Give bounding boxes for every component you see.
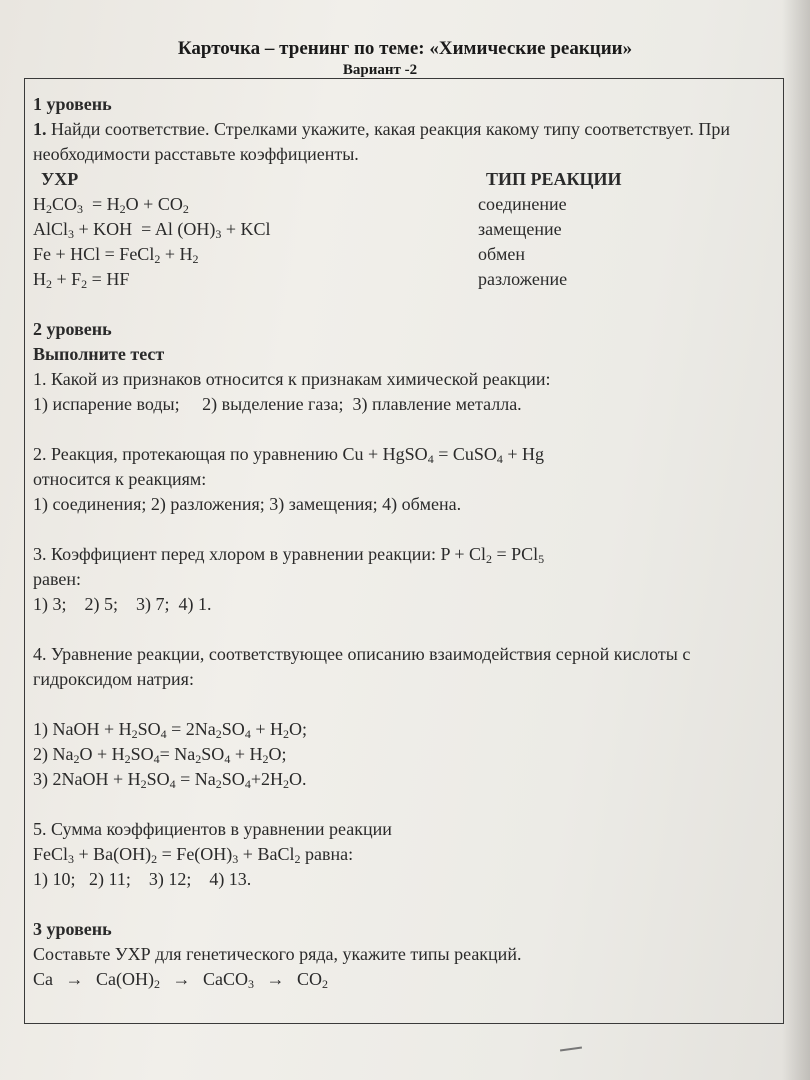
match-row-2 — [33, 217, 768, 242]
level1-task-text: Найди соответствие. Стрелками укажите, какая реакция какому типу соответствует. При необходимости расставьте коэффициенты. — [33, 119, 731, 164]
level2-subheading: Выполните тест — [33, 344, 165, 364]
page-shadow — [782, 0, 810, 1080]
level3-task: Составьте УХР для генетического ряда, укажите типы реакций. — [33, 944, 522, 964]
match-row-4 — [33, 267, 768, 292]
variant-label: Вариант -2 — [342, 62, 418, 78]
q5-text: 5. Сумма коэффициентов в уравнении реакции — [33, 819, 392, 839]
q4-text: 4. Уравнение реакции, соответствующее описанию взаимодействия серной кислоты с гидроксидом натрия: — [33, 644, 691, 689]
q5-equation: FeCl$_3$ + $Ba(OH)_2 = Fe(OH)_3$ + BaCl$_2$ равна: — [33, 844, 354, 866]
level3-heading: 3 уровень — [33, 919, 112, 939]
arrow-icon: → — [266, 969, 285, 989]
equation-3: Fe + HCl = FeCl$_2$ + $H_2$ — [33, 244, 199, 266]
q5-suffix: равна: — [304, 844, 354, 864]
equation-4: $H_2 + F_2$ = HF — [33, 269, 130, 291]
type-4: разложение — [478, 269, 568, 289]
q2-text: 2. Реакция, протекающая по уравнению Cu + HgSO$_4$ = CuSO$_4$ + Hg — [33, 444, 545, 466]
q3-text-after: равен: — [33, 569, 82, 589]
columns-header — [33, 167, 768, 192]
q2-text-after: относится к реакциям: — [33, 469, 207, 489]
q1-options: 1) испарение воды; 2) выделение газа; 3) плавление металла. — [33, 394, 522, 414]
q4-option-2: 2) $Na_2O + H_2SO_4= Na_2SO_4 + H_2O$; — [33, 744, 287, 766]
type-3: обмен — [478, 244, 525, 264]
equation-2: AlCl$_3$ + KOH = Al $(OH)_3$ + KCl — [33, 219, 271, 241]
q2-options: 1) соединения; 2) разложения; 3) замещения; 4) обмена. — [33, 494, 462, 514]
q2-text-before: 2. Реакция, протекающая по уравнению — [33, 444, 339, 464]
q1-text: 1. Какой из признаков относится к признакам химической реакции: — [33, 369, 551, 389]
q3-text: 3. Коэффициент перед хлором в уравнении реакции: $P + Cl_2 = PCl_5$ — [33, 544, 545, 566]
level2-heading: 2 уровень — [33, 319, 112, 339]
level1-heading: 1 уровень — [33, 94, 112, 114]
col-reaction-type: ТИП РЕАКЦИИ — [486, 169, 622, 189]
arrow-icon: → — [65, 969, 84, 989]
match-row-3 — [33, 242, 768, 267]
col-uxr: УХР — [41, 169, 79, 189]
type-2: замещение — [478, 219, 562, 239]
level1-task — [33, 117, 768, 167]
arrow-icon: → — [172, 969, 191, 989]
q4-option-1: 1) NaOH + $H_2SO_4 = 2Na_2SO_4 + H_2O$; — [33, 719, 307, 741]
type-1: соединение — [478, 194, 567, 214]
q3-text-before: 3. Коэффициент перед хлором в уравнении реакции: — [33, 544, 436, 564]
q4-option-3: 3) 2NaOH + $H_2SO_4 = Na_2SO_4+2H_2O$. — [33, 769, 307, 791]
q5-options: 1) 10; 2) 11; 3) 12; 4) 13. — [33, 869, 252, 889]
match-row-1 — [33, 192, 768, 217]
genetic-series: $Ca \to Ca(OH)_2$ → CaCO$_3$ → $CO_2$ — [33, 969, 328, 991]
page-title: Карточка – тренинг по теме: «Химические реакции» — [177, 38, 633, 59]
worksheet-content — [33, 92, 768, 992]
equation-1: $H_2CO_3 = H_2O + CO_2$ — [33, 194, 189, 216]
q3-options: 1) 3; 2) 5; 3) 7; 4) 1. — [33, 594, 212, 614]
level1-task-number: 1. — [33, 119, 47, 139]
